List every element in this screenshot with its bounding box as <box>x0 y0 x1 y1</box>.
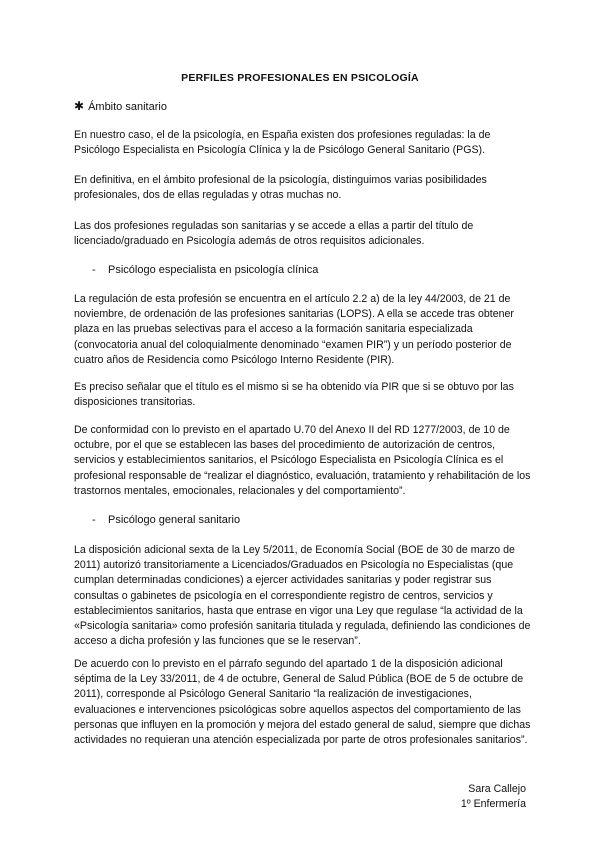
paragraph: Es preciso señalar que el título es el mismo si se ha obtenido vía PIR que si se obtuvo por las disposiciones transitorias. <box>74 381 514 409</box>
paragraph: En definitiva, en el ámbito profesional de la psicología, distinguimos varias posibilidades profesionales, dos de ellas reguladas y otras muchas no. <box>74 174 487 202</box>
section-heading <box>74 99 167 113</box>
bullet-dash: - <box>92 514 96 526</box>
bullet-item <box>92 514 240 526</box>
signature-course: 1º Enfermería <box>460 798 526 810</box>
bullet-dash: - <box>92 264 96 276</box>
bullet-item <box>92 264 318 276</box>
paragraph: De acuerdo con lo previsto en el párrafo segundo del apartado 1 de la disposición adicional séptima de la Ley 33/2011, de 4 de octubre, General de Salud Pública (BOE de 5 de octubre de 2011), corresponde al Psicólogo General Sanitario “la realización de investigaciones, evaluaciones e intervenciones psicológicas sobre aquellos aspectos del comportamiento de las personas que influyen en la promoción y mejora del estado general de salud, siempre que dichas actividades no requieran una atención especializada por parte de otros profesionales sanitarios”. <box>74 658 531 747</box>
paragraph: En nuestro caso, el de la psicología, en España existen dos profesiones reguladas: la de Psicólogo Especialista en Psicología Clínica y la de Psicólogo General Sanitario (PGS). <box>74 129 491 157</box>
bullet-label: Psicólogo especialista en psicología clínica <box>108 264 319 276</box>
paragraph: La disposición adicional sexta de la Ley 5/2011, de Economía Social (BOE de 30 de marzo de 2011) autorizó transitoriamente a Licenciados/Graduados en Psicología no Especialistas (que cumplan determinadas condiciones) a ejercer actividades sanitarias y poder registrar sus consultas o gabinetes de psicología en el correspondiente registro de centros, servicios y establecimientos sanitarios, hasta que entrase en vigor una Ley que regulase “la actividad de la «Psicología sanitaria» como profesión sanitaria titulada y regulada, definiendo las condiciones de acceso a dicha profesión y las funciones que se le reservan”. <box>74 544 531 648</box>
asterisk-icon: ✱ <box>74 99 85 113</box>
bullet-label: Psicólogo general sanitario <box>108 514 241 526</box>
section-heading-text: Ámbito sanitario <box>88 101 167 113</box>
paragraph: La regulación de esta profesión se encuentra en el artículo 2.2 a) de la ley 44/2003, de 21 de noviembre, de ordenación de las profesiones sanitarias (LOPS). A ella se accede tras obtener plaza en las pruebas selectivas para el acceso a la formación sanitaria especializada (convocatoria anual del coloquialmente denominado “examen PIR”) y un período posterior de cuatro años de Residencia como Psicólogo Interno Residente (PIR). <box>74 293 514 366</box>
paragraph: Las dos profesiones reguladas son sanitarias y se accede a ellas a partir del título de licenciado/graduado en Psicología además de otros requisitos adicionales. <box>74 220 474 248</box>
signature-name: Sara Callejo <box>468 783 526 795</box>
document-title: PERFILES PROFESIONALES EN PSICOLOGÍA <box>181 72 419 84</box>
paragraph: De conformidad con lo previsto en el apartado U.70 del Anexo II del RD 1277/2003, de 10 de octubre, por el que se establecen las bases del procedimiento de autorización de centros, servicios y establecimientos sanitarios, el Psicólogo Especialista en Psicología Clínica es el profesional responsable de “realizar el diagnóstico, evaluación, tratamiento y rehabilitación de los trastornos mentales, emocionales, relacionales y del comportamiento”. <box>74 424 531 497</box>
